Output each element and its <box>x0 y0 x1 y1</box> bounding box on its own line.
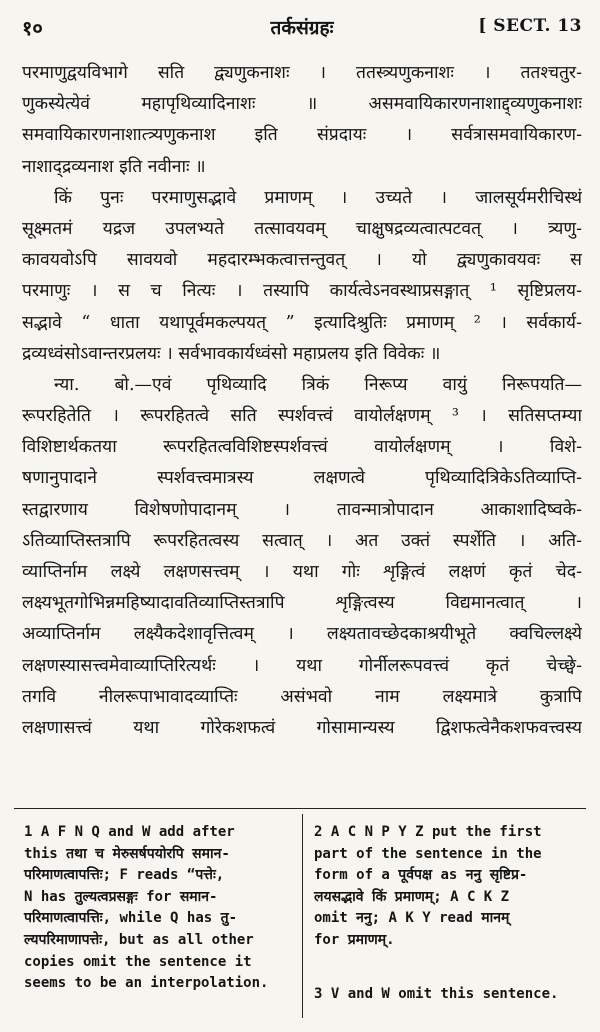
text-line: लक्षणस्यासत्त्वमेवाव्याप्तिरित्यर्थः । यथा गोर्नीलरूपवत्त्वं कृतं चेच्छ्वे- <box>22 655 582 676</box>
text-line: णुकस्येत्येवं महापृथिव्यादिनाशः ॥ असमवायिकारणनाशाद्द्व्यणुकनाशः <box>22 94 582 115</box>
footnote-line: परिमाणत्वापत्तिः; F reads “पत्तेः, <box>24 867 225 884</box>
footnote-line: seems to be an interpolation. <box>24 975 269 992</box>
footnote-column-divider <box>302 814 303 1018</box>
footnote-line: this तथा च मेरुसर्षपयोरपि समान- <box>24 845 230 862</box>
footnote-line: ल्यपरिमाणापत्तेः, but as all other <box>24 931 254 948</box>
text-line: समवायिकारणनाशात्त्र्यणुकनाश इति संप्रदायः । सर्वत्रासमवायिकारण- <box>22 125 582 146</box>
text-line: लक्षणासत्त्वं यथा गोरेकशफत्वं गोसामान्यस्य द्विशफत्वेनैकशफवत्त्वस्य <box>22 717 582 738</box>
footnote-line: omit ननु; A K Y read मानम् <box>314 910 510 927</box>
text-line: स्तद्वारणाय विशेषणोपादानम् । तावन्मात्रोपादान आकाशादिष्वके- <box>22 499 582 520</box>
footnote-3 <box>314 984 586 1006</box>
text-line: तगवि नीलरूपाभावादव्याप्तिः असंभवो नाम लक्ष्यमात्रे कुत्रापि <box>22 686 582 707</box>
text-line: किं पुनः परमाणुसद्भावे प्रमाणम् । उच्यते । जालसूर्यमरीचिस्थं <box>54 187 582 208</box>
section-label: [ SECT. 13 <box>478 16 582 36</box>
text-line: परमाणुः । स च नित्यः । तस्यापि कार्यत्वेऽनवस्थाप्रसङ्गात् ¹ सृष्टिप्रलय- <box>22 281 582 302</box>
footnote-line: 3 V and W omit this sentence. <box>314 986 559 1002</box>
footnote-line: 1 A F N Q and W add after <box>24 824 235 840</box>
footnote-line: copies omit the sentence it <box>24 953 252 970</box>
footnote-line: N has तुल्यत्वप्रसङ्गः for समान- <box>24 888 218 905</box>
text-line: ऽतिव्याप्तिस्तत्रापि रूपरहितत्वस्य सत्वात् । अत उक्तं स्पर्शेति । अति- <box>22 530 582 551</box>
text-line: परमाणुद्वयविभागे सति द्व्यणुकनाशः । ततस्त्र्यणुकनाशः । ततश्चतुर- <box>22 63 582 83</box>
footnote-line: for प्रमाणम्. <box>314 931 395 948</box>
footnote-2 <box>314 822 586 952</box>
text-line: सद्भावे “ धाता यथापूर्वमकल्पयत् ” इत्यादिश्रुतिः प्रमाणम् ² । सर्वकार्य- <box>22 312 582 333</box>
footnote-line: form of a पूर्वपक्ष as ननु सृष्टिप्र- <box>314 867 528 884</box>
text-line: षणानुपादाने स्पर्शवत्त्वमात्रस्य लक्षणत्वे पृथिव्यादित्रिकेऽतिव्याप्ति- <box>22 468 582 489</box>
text-line: विशिष्टार्थकतया रूपरहितत्वविशिष्टस्पर्शवत्त्वं वायोर्लक्षणम् । विशे- <box>22 437 582 458</box>
text-line: नाशाद्द्रव्यनाश इति नवीनाः ॥ <box>22 156 206 177</box>
footnote-line: part of the sentence in the <box>314 845 542 862</box>
page-number: १० <box>22 16 43 40</box>
commentary-heading-line: न्या. बो.—एवं पृथिव्यादि त्रिकं निरूप्य वायुं निरूपयति— <box>54 374 582 395</box>
footnote-separator <box>14 808 586 809</box>
text-line: कावयवोऽपि सावयवो महदारम्भकत्वात्तन्तुवत् । यो द्व्यणुकावयवः स <box>22 250 582 271</box>
running-header <box>22 12 582 42</box>
text-line: रूपरहितेति । रूपरहितत्वे सति स्पर्शवत्त्वं वायोर्लक्षणम् ³ । सतिसप्तम्या <box>22 406 582 427</box>
text-line: सूक्ष्मतमं यद्रज उपलभ्यते तत्सावयवम् चाक्षुषद्रव्यत्वात्पटवत् । त्र्यणु- <box>22 218 582 239</box>
running-title: तर्कसंग्रहः <box>270 17 334 39</box>
footnote-line: लयसद्भावे किं प्रमाणम्; A C K Z <box>314 888 510 905</box>
footnote-line: 2 A C N P Y Z put the first <box>314 824 542 840</box>
footnote-1 <box>24 822 296 995</box>
text-line: अव्याप्तिर्नाम लक्ष्यैकदेशावृत्तित्वम् । लक्ष्यतावच्छेदकाश्रयीभूते क्वचिल्लक्ष्ये <box>22 624 582 645</box>
footnote-line: परिमाणत्वापत्तिः, while Q has तु- <box>24 910 238 927</box>
text-line: लक्ष्यभूतगोभिन्नमहिष्यादावतिव्याप्तिस्तत्रापि शृङ्गित्वस्य विद्यमानत्वात् । <box>22 593 582 614</box>
text-line: व्याप्तिर्नाम लक्ष्ये लक्षणसत्त्वम् । यथा गोः शृङ्गित्वं लक्षणं कृतं चेद- <box>22 562 582 582</box>
main-text <box>22 58 582 744</box>
text-line: द्रव्यध्वंसोऽवान्तरप्रलयः । सर्वभावकार्यध्वंसो महाप्रलय इति विवेकः ॥ <box>22 343 441 364</box>
